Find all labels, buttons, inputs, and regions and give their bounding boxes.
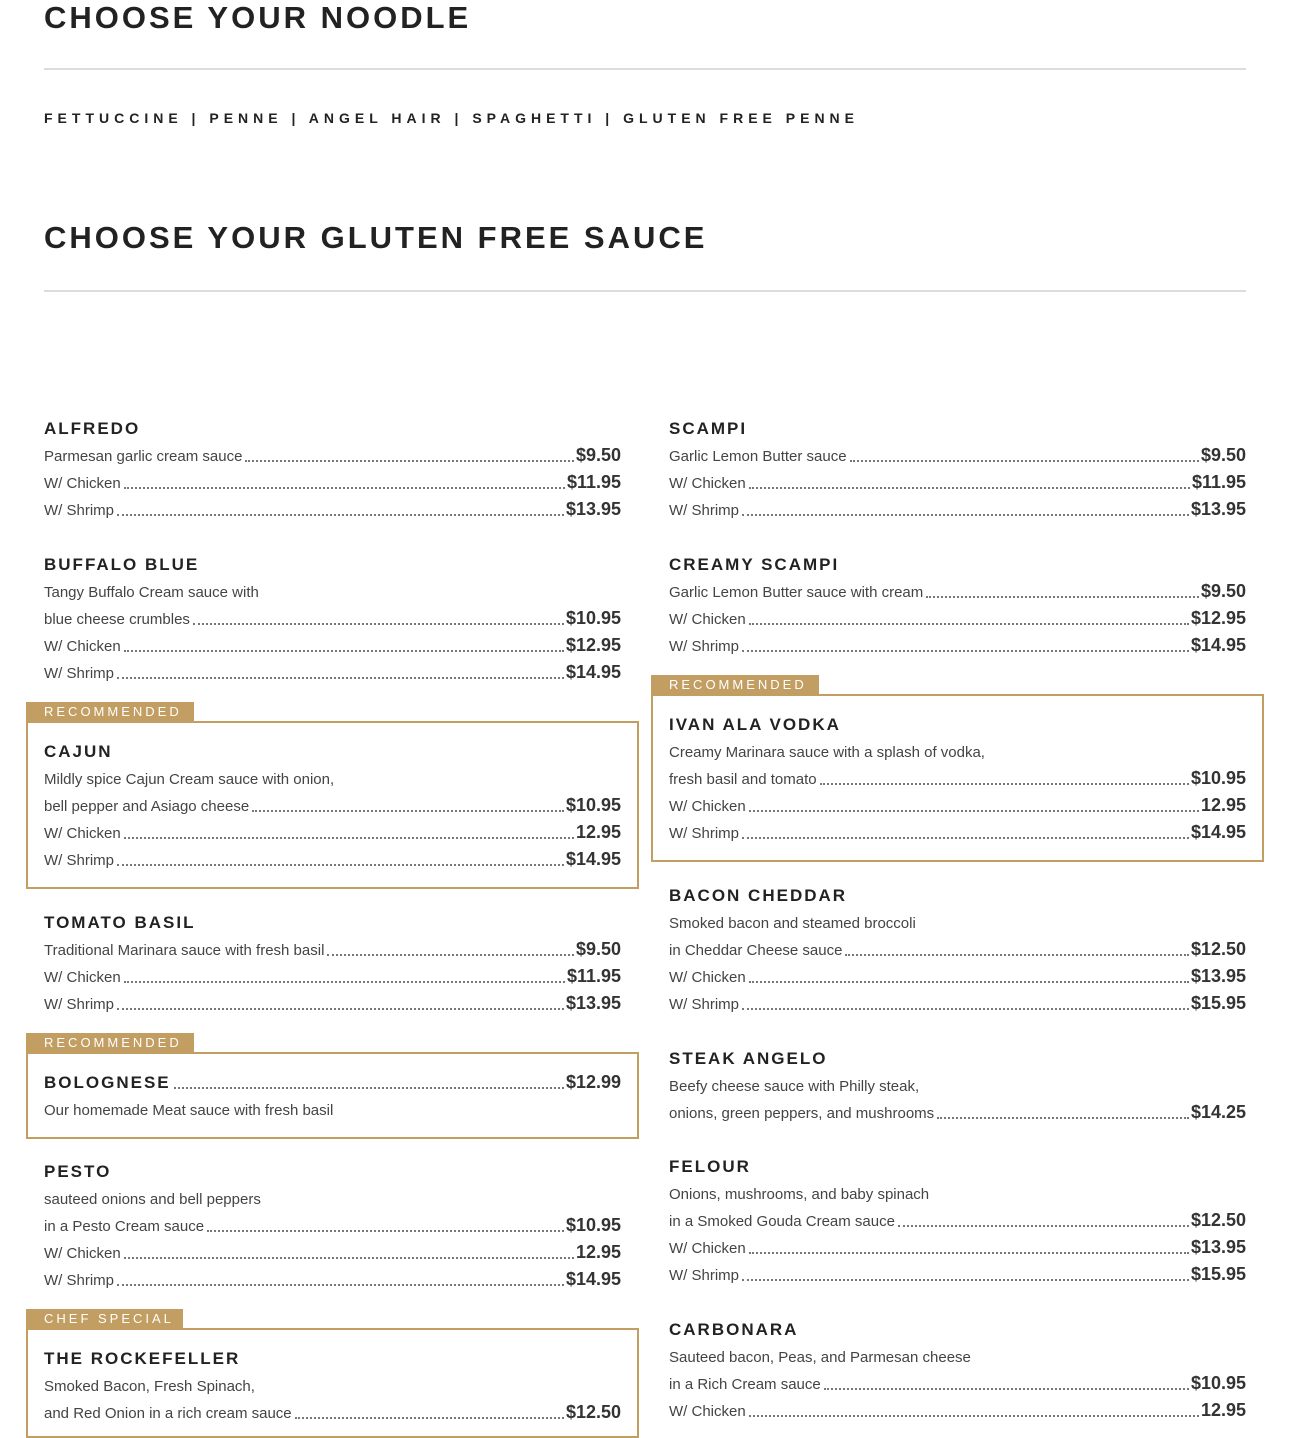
price-line [669, 935, 1246, 962]
line-text: in a Rich Cream sauce [669, 1376, 821, 1393]
price-line [44, 468, 621, 495]
price-line [669, 577, 1246, 604]
line-price: $10.95 [1190, 768, 1246, 788]
line-price: $14.95 [565, 662, 621, 682]
dot-leader [845, 953, 1188, 956]
item-name: BUFFALO BLUE [44, 555, 200, 574]
line-text: onions, green peppers, and mushrooms [669, 1105, 935, 1122]
price-line [669, 495, 1246, 522]
line-price: $11.95 [566, 966, 621, 986]
dot-leader [327, 953, 574, 956]
noodle-section-title: CHOOSE YOUR NOODLE [44, 0, 472, 35]
item-name: CARBONARA [669, 1320, 799, 1339]
item-description [44, 1184, 621, 1211]
dot-leader [742, 836, 1189, 839]
item-name: STEAK ANGELO [669, 1049, 828, 1068]
line-text: W/ Shrimp [669, 1267, 740, 1284]
rockefeller-tag: CHEF SPECIAL [26, 1309, 183, 1329]
menu-item-steak-angelo [669, 1046, 1246, 1125]
dot-leader [820, 782, 1189, 785]
line-text: bell pepper and Asiago cheese [44, 798, 250, 815]
menu-item-tomato-basil [44, 910, 621, 1016]
line-price: $9.50 [575, 939, 621, 959]
price-line [669, 1396, 1246, 1423]
desc-text: Sauteed bacon, Peas, and Parmesan cheese [669, 1349, 971, 1366]
item-name: CAJUN [44, 742, 113, 761]
dot-leader [742, 1007, 1189, 1010]
desc-text: Our homemade Meat sauce with fresh basil [44, 1102, 334, 1119]
dot-leader [898, 1224, 1189, 1227]
line-text: W/ Shrimp [669, 502, 740, 519]
price-line [44, 989, 621, 1016]
line-price: $14.95 [1190, 822, 1246, 842]
item-name: BACON CHEDDAR [669, 886, 848, 905]
price-line [669, 631, 1246, 658]
line-price: $11.95 [566, 472, 621, 492]
price-line [44, 495, 621, 522]
line-text: W/ Chicken [669, 475, 746, 492]
line-text: in a Smoked Gouda Cream sauce [669, 1213, 895, 1230]
dot-leader [749, 1251, 1189, 1254]
price-line [669, 604, 1246, 631]
dot-leader [252, 809, 564, 812]
dot-leader [124, 649, 564, 652]
item-description [669, 1179, 1246, 1206]
desc-text: Beefy cheese sauce with Philly steak, [669, 1078, 920, 1095]
menu-item-carbonara [669, 1317, 1246, 1423]
line-text: W/ Chicken [669, 969, 746, 986]
line-price: $14.95 [1190, 635, 1246, 655]
line-price: $13.95 [1190, 499, 1246, 519]
right-menu-column [669, 0, 1246, 1422]
item-description [44, 1371, 621, 1398]
price-line [669, 441, 1246, 468]
price-line [44, 791, 621, 818]
item-name: FELOUR [669, 1157, 751, 1176]
dot-leader [124, 486, 565, 489]
line-text: W/ Shrimp [44, 665, 115, 682]
price-line [44, 1238, 621, 1265]
line-text: W/ Chicken [44, 638, 121, 655]
price-line [44, 604, 621, 631]
line-price: $9.50 [1200, 581, 1246, 601]
line-price: $12.50 [1190, 939, 1246, 959]
item-name: THE ROCKEFELLER [44, 1349, 241, 1368]
dot-leader [207, 1229, 564, 1232]
price-line [669, 818, 1246, 845]
desc-text: Smoked bacon and steamed broccoli [669, 915, 916, 932]
desc-text: Tangy Buffalo Cream sauce with [44, 584, 259, 601]
item-description [669, 908, 1246, 935]
line-text: W/ Chicken [669, 1403, 746, 1420]
dot-leader [742, 1278, 1189, 1281]
line-text: and Red Onion in a rich cream sauce [44, 1405, 292, 1422]
item-name: SCAMPI [669, 419, 748, 438]
line-text: W/ Shrimp [44, 502, 115, 519]
menu-item-buffalo-blue [44, 552, 621, 685]
menu-item-rockefeller [44, 1346, 621, 1425]
dot-leader [117, 1007, 564, 1010]
line-price: $11.95 [1191, 472, 1246, 492]
item-name: BOLOGNESE [44, 1073, 171, 1092]
price-line [44, 1398, 621, 1425]
dot-leader [245, 459, 574, 462]
desc-text: Mildly spice Cajun Cream sauce with onion, [44, 771, 335, 788]
line-price: $9.50 [575, 445, 621, 465]
line-price: $10.95 [565, 1215, 621, 1235]
dot-leader [117, 676, 564, 679]
item-description [669, 737, 1246, 764]
line-text: blue cheese crumbles [44, 611, 190, 628]
line-price: $15.95 [1190, 1264, 1246, 1284]
line-text: W/ Chicken [44, 475, 121, 492]
menu-item-alfredo [44, 416, 621, 522]
line-price: $13.95 [565, 993, 621, 1013]
line-price: $14.25 [1190, 1102, 1246, 1122]
item-description [669, 1342, 1246, 1369]
price-line [669, 1260, 1246, 1287]
line-text: Garlic Lemon Butter sauce with cream [669, 584, 924, 601]
dot-leader [742, 513, 1189, 516]
dot-leader [742, 649, 1189, 652]
item-description [44, 1095, 621, 1122]
menu-item-felour [669, 1154, 1246, 1287]
line-price: $12.50 [1190, 1210, 1246, 1230]
item-name: IVAN ALA VODKA [669, 715, 841, 734]
line-price: 12.95 [1200, 795, 1246, 815]
price-line [669, 1369, 1246, 1396]
item-description [669, 1071, 1246, 1098]
line-text: W/ Shrimp [44, 852, 115, 869]
line-text: W/ Chicken [44, 969, 121, 986]
price-line [669, 989, 1246, 1016]
menu-item-creamy-scampi [669, 552, 1246, 658]
dot-leader [117, 1283, 564, 1286]
line-price: $12.95 [1190, 608, 1246, 628]
line-text: W/ Shrimp [44, 1272, 115, 1289]
line-price: $14.95 [565, 1269, 621, 1289]
line-price: 12.95 [575, 822, 621, 842]
dot-leader [749, 486, 1190, 489]
line-text: W/ Chicken [669, 611, 746, 628]
name-price-line [44, 1070, 621, 1095]
price-line [669, 791, 1246, 818]
left-menu-column [44, 0, 621, 1422]
price-line [669, 468, 1246, 495]
price-line [44, 935, 621, 962]
vodka-tag: RECOMMENDED [651, 675, 819, 695]
desc-text: sauteed onions and bell peppers [44, 1191, 261, 1208]
line-price: $14.95 [565, 849, 621, 869]
dot-leader [850, 459, 1199, 462]
line-text: W/ Chicken [669, 798, 746, 815]
price-line [44, 845, 621, 872]
dot-leader [926, 595, 1199, 598]
bolognese-tag: RECOMMENDED [26, 1033, 194, 1053]
price-line [44, 631, 621, 658]
price-line [44, 658, 621, 685]
item-name: PESTO [44, 1162, 112, 1181]
dot-leader [174, 1086, 564, 1089]
dot-leader [749, 1414, 1199, 1417]
desc-text: Smoked Bacon, Fresh Spinach, [44, 1378, 255, 1395]
line-price: $13.95 [1190, 1237, 1246, 1257]
menu-item-cajun [44, 739, 621, 872]
price-line [669, 962, 1246, 989]
price-line [669, 1206, 1246, 1233]
line-price: $12.50 [565, 1402, 621, 1422]
noodle-options: FETTUCCINE | PENNE | ANGEL HAIR | SPAGHETTI | GLUTEN FREE PENNE [44, 110, 860, 126]
dot-leader [749, 980, 1189, 983]
line-text: W/ Chicken [44, 1245, 121, 1262]
line-price: $12.95 [565, 635, 621, 655]
dot-leader [117, 863, 564, 866]
price-line [669, 764, 1246, 791]
price-line [44, 962, 621, 989]
line-text: Traditional Marinara sauce with fresh basil [44, 942, 325, 959]
line-text: in Cheddar Cheese sauce [669, 942, 843, 959]
line-price: $12.99 [565, 1072, 621, 1092]
line-text: fresh basil and tomato [669, 771, 817, 788]
line-text: W/ Shrimp [44, 996, 115, 1013]
line-price: $10.95 [565, 795, 621, 815]
line-text: Parmesan garlic cream sauce [44, 448, 243, 465]
line-price: $10.95 [1190, 1373, 1246, 1393]
item-name: CREAMY SCAMPI [669, 555, 840, 574]
line-text: W/ Shrimp [669, 825, 740, 842]
line-price: $9.50 [1200, 445, 1246, 465]
price-line [44, 1211, 621, 1238]
price-line [44, 441, 621, 468]
cajun-tag: RECOMMENDED [26, 702, 194, 722]
desc-text: Onions, mushrooms, and baby spinach [669, 1186, 930, 1203]
line-text: in a Pesto Cream sauce [44, 1218, 205, 1235]
menu-item-ivan-ala-vodka [669, 712, 1246, 845]
line-price: $13.95 [565, 499, 621, 519]
menu-item-scampi [669, 416, 1246, 522]
item-description [44, 577, 621, 604]
sauce-section-title: CHOOSE YOUR GLUTEN FREE SAUCE [44, 220, 708, 255]
item-description [44, 764, 621, 791]
dot-leader [749, 622, 1189, 625]
dot-leader [749, 809, 1199, 812]
menu-item-pesto [44, 1159, 621, 1292]
menu-item-bacon-cheddar [669, 883, 1246, 1016]
line-text: W/ Chicken [44, 825, 121, 842]
line-price: $13.95 [1190, 966, 1246, 986]
dot-leader [295, 1416, 564, 1419]
line-text: W/ Shrimp [669, 638, 740, 655]
price-line [44, 1265, 621, 1292]
price-line [44, 818, 621, 845]
dot-leader [124, 1256, 574, 1259]
price-line [669, 1233, 1246, 1260]
menu-item-bolognese [44, 1070, 621, 1122]
dot-leader [193, 622, 564, 625]
line-price: $10.95 [565, 608, 621, 628]
line-price: 12.95 [575, 1242, 621, 1262]
dot-leader [124, 980, 565, 983]
dot-leader [824, 1387, 1189, 1390]
line-price: $15.95 [1190, 993, 1246, 1013]
desc-text: Creamy Marinara sauce with a splash of vodka, [669, 744, 985, 761]
line-text: Garlic Lemon Butter sauce [669, 448, 847, 465]
price-line [669, 1098, 1246, 1125]
dot-leader [117, 513, 564, 516]
dot-leader [937, 1116, 1189, 1119]
item-name: TOMATO BASIL [44, 913, 196, 932]
line-text: W/ Chicken [669, 1240, 746, 1257]
item-name: ALFREDO [44, 419, 141, 438]
dot-leader [124, 836, 574, 839]
line-text: W/ Shrimp [669, 996, 740, 1013]
line-price: 12.95 [1200, 1400, 1246, 1420]
